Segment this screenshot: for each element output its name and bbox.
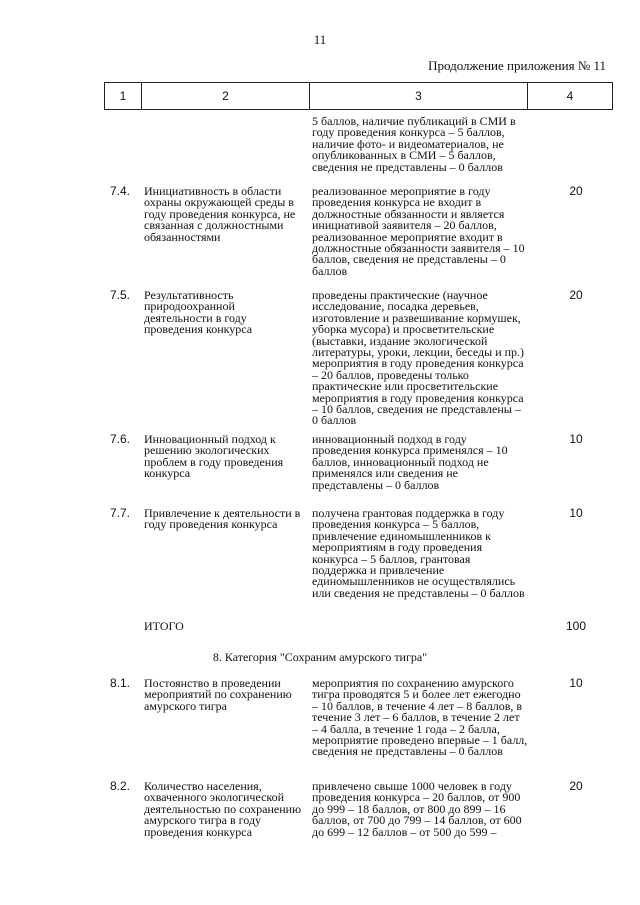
column-header-table [104, 82, 613, 110]
criteria-text: 5 баллов, наличие публикаций в СМИ в году проведения конкурса – 5 баллов, наличие фото- и видеоматериалов, не опубликованных в СМИ – 5 баллов, сведения не представлены – 0 баллов [312, 114, 516, 174]
indicator-name: Инновационный подход к решению экологических проблем в году проведения конкурса [144, 432, 284, 481]
total-points: 100 [565, 619, 587, 633]
criteria-text: мероприятия по сохранению амурского тигра проводятся 5 и более лет ежегодно – 10 баллов, в течение 4 лет – 8 баллов, в течение 3 лет – 6 баллов, в течение 2 лет – 4 балла, в течение 1 года – 2 балла, мероприятие проведено впервые – 1 балл, сведения не представлены – 0 баллов [312, 676, 528, 759]
column-header-row [105, 83, 613, 110]
page-number: 11 [313, 32, 327, 47]
indicator-name: Привлечение к деятельности в году проведения конкурса [144, 506, 301, 532]
max-points: 10 [569, 676, 583, 690]
max-points: 20 [569, 779, 583, 793]
indicator-name: Постоянство в проведении мероприятий по сохранению амурского тигра [144, 676, 292, 713]
criteria-text: инновационный подход в году проведения конкурса применялся – 10 баллов, инновационный подход не применялся или сведения не представлены – 0 баллов [312, 432, 508, 492]
max-points: 20 [569, 184, 583, 198]
row-number: 8.2. [110, 779, 131, 793]
row-number: 7.4. [110, 184, 131, 198]
category-heading: 8. Категория "Сохраним амурского тигра" [212, 650, 428, 664]
column-header-3: 3 [310, 83, 528, 110]
column-header-1: 1 [105, 83, 142, 110]
row-number: 7.5. [110, 288, 131, 302]
criteria-text: проведены практические (научное исследование, посадка деревьев, изготовление и развешивание кормушек, уборка мусора) и просветительские (выставки, издание экологической литературы, уроки, лекции, беседы и пр.) мероприятия в году проведения конкурса – 20 баллов, проведены только практические или просветительские мероприятия в году проведения конкурса – 10 баллов, сведения не представлены – 0 баллов [312, 288, 525, 428]
continuation-note: Продолжение приложения № 11 [428, 58, 606, 73]
criteria-text: привлечено свыше 1000 человек в году проведения конкурса – 20 баллов, от 900 до 999 – 18 баллов, от 800 до 899 – 16 баллов, от 700 до 799 – 14 баллов, от 600 до 699 – 12 баллов – от 500 до 599 – [312, 779, 522, 839]
indicator-name: Результативность природоохранной деятельности в году проведения конкурса [144, 288, 253, 337]
indicator-name: Количество населения, охваченного экологической деятельностью по сохранению амурского тигра в году проведения конкурса [144, 779, 302, 839]
row-number: 8.1. [110, 676, 131, 690]
total-label: ИТОГО [144, 619, 184, 633]
column-header-2: 2 [142, 83, 310, 110]
criteria-text: получена грантовая поддержка в году проведения конкурса – 5 баллов, привлечение единомышленников к мероприятиям в году проведения конкурса – 5 баллов, грантовая поддержка и привлечение единомышленников не осуществлялись или сведения не представлены – 0 баллов [312, 506, 525, 600]
indicator-name: Инициативность в области охраны окружающей среды в году проведения конкурса, не связанная с должностными обязанностями [144, 184, 296, 244]
row-number: 7.6. [110, 432, 131, 446]
row-number: 7.7. [110, 506, 131, 520]
max-points: 20 [569, 288, 583, 302]
max-points: 10 [569, 432, 583, 446]
criteria-text: реализованное мероприятие в году проведения конкурса не входит в должностные обязанности и является инициативой заявителя – 20 баллов, реализованное мероприятие входит в должностные обязанности заявителя – 10 баллов, сведения не представлены – 0 баллов [312, 184, 525, 278]
max-points: 10 [569, 506, 583, 520]
column-header-4: 4 [528, 83, 613, 110]
